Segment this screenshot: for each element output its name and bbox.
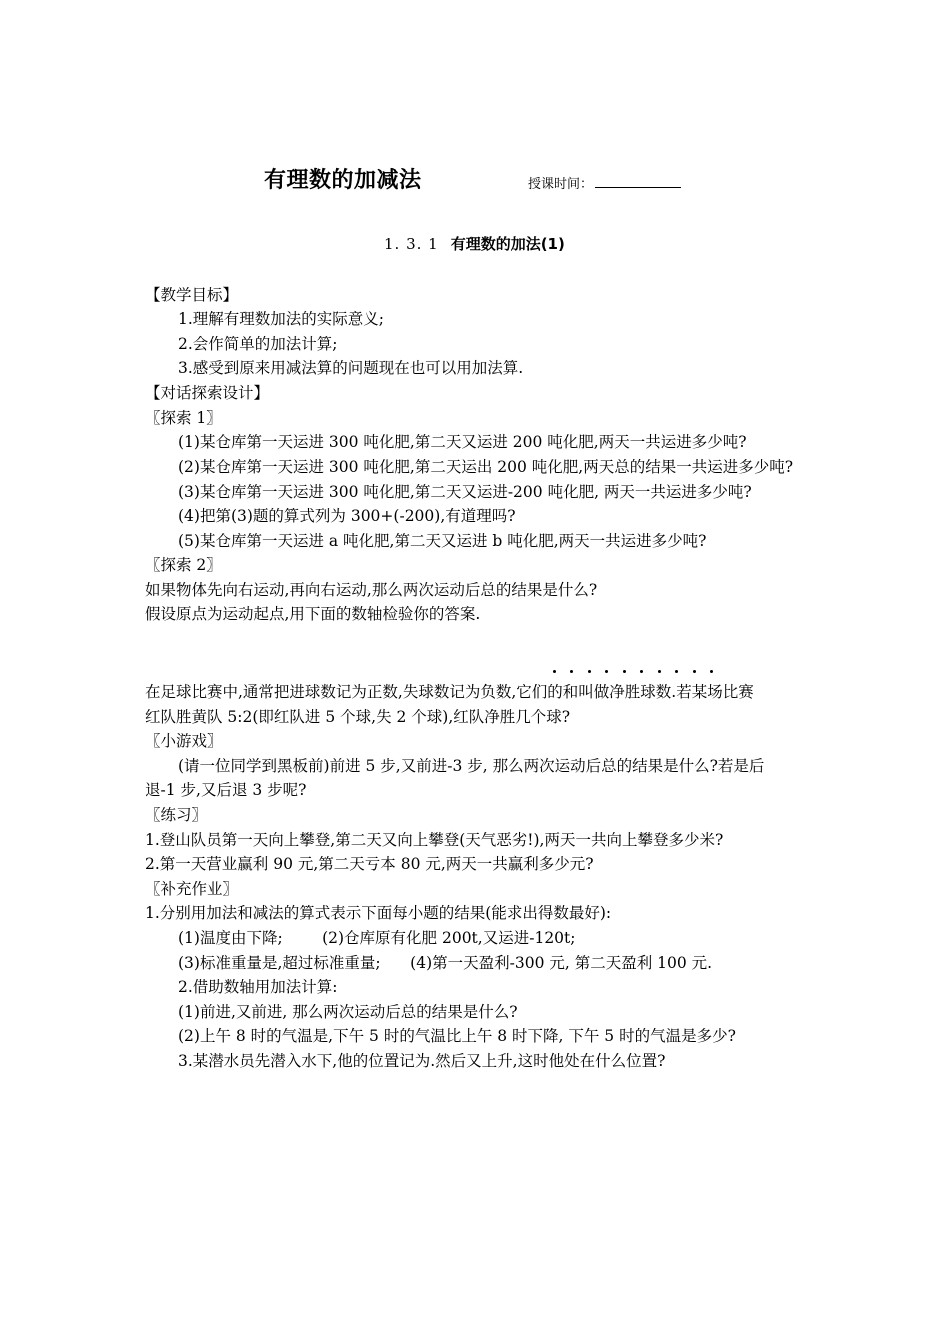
emphasis-dot <box>605 670 608 673</box>
emphasis-dot <box>658 670 661 673</box>
football-line: 在足球比赛中,通常把进球数记为正数,失球数记为负数,它们的和叫做净胜球数.若某场比赛 <box>145 683 754 701</box>
class-time-blank <box>595 175 681 188</box>
explore1-item: (4)把第(3)题的算式列为 300+(-200),有道理吗? <box>178 507 516 525</box>
section-name: 有理数的加法(1) <box>450 235 565 253</box>
emphasis-dot <box>570 670 573 673</box>
class-time-label: 授课时间： <box>528 177 594 192</box>
explore1-heading: 〖探索 1〗 <box>145 409 222 427</box>
explore2-line: 如果物体先向右运动,再向右运动,那么两次运动后总的结果是什么? <box>145 581 598 599</box>
class-time-field <box>528 173 681 192</box>
section-number: 1. 3. 1 <box>384 235 439 253</box>
practice-heading: 〖练习〗 <box>145 806 208 824</box>
practice-item: 1.登山队员第一天向上攀登,第二天又向上攀登(天气恶劣!),两天一共向上攀登多少米? <box>145 831 724 849</box>
football-line: 红队胜黄队 5:2(即红队进 5 个球,失 2 个球),红队净胜几个球? <box>145 708 571 726</box>
section-title <box>384 233 565 254</box>
homework-line: 1.分别用加法和减法的算式表示下面每小题的结果(能求出得数最好): <box>145 904 612 922</box>
emphasis-dot <box>675 670 678 673</box>
homework-line: (1)温度由下降; (2)仓库原有化肥 200t,又运进-120t; <box>178 929 576 947</box>
emphasis-dot <box>553 670 556 673</box>
explore1-item: (5)某仓库第一天运进 a 吨化肥,第二天又运进 b 吨化肥,两天一共运进多少吨? <box>178 532 707 550</box>
explore2-heading: 〖探索 2〗 <box>145 556 222 574</box>
page-title: 有理数的加减法 <box>264 168 422 193</box>
dialogue-design-heading: 【对话探索设计】 <box>145 384 270 402</box>
game-line: 退-1 步,又后退 3 步呢? <box>145 781 307 799</box>
emphasis-dots <box>553 670 713 678</box>
homework-line: (3)标准重量是,超过标准重量; (4)第一天盈利-300 元, 第二天盈利 100 元. <box>178 954 713 972</box>
goal-item: 3.感受到原来用减法算的问题现在也可以用加法算. <box>178 359 524 377</box>
goal-item: 1.理解有理数加法的实际意义; <box>178 310 385 328</box>
goal-item: 2.会作简单的加法计算; <box>178 335 338 353</box>
homework-line: 3.某潜水员先潜入水下,他的位置记为.然后又上升,这时他处在什么位置? <box>178 1052 666 1070</box>
explore1-item: (2)某仓库第一天运进 300 吨化肥,第二天运出 200 吨化肥,两天总的结果一共运进多少吨? <box>178 458 793 476</box>
emphasis-dot <box>588 670 591 673</box>
explore1-item: (3)某仓库第一天运进 300 吨化肥,第二天又运进-200 吨化肥, 两天一共运进多少吨? <box>178 483 752 501</box>
homework-line: 2.借助数轴用加法计算: <box>178 978 338 996</box>
emphasis-dot <box>640 670 643 673</box>
emphasis-dot <box>693 670 696 673</box>
teaching-goals-heading: 【教学目标】 <box>145 286 239 304</box>
emphasis-dot <box>623 670 626 673</box>
practice-item: 2.第一天营业赢利 90 元,第二天亏本 80 元,两天一共赢利多少元? <box>145 855 594 873</box>
homework-line: (1)前进,又前进, 那么两次运动后总的结果是什么? <box>178 1003 518 1021</box>
explore1-item: (1)某仓库第一天运进 300 吨化肥,第二天又运进 200 吨化肥,两天一共运进多少吨? <box>178 433 747 451</box>
game-line: (请一位同学到黑板前)前进 5 步,又前进-3 步, 那么两次运动后总的结果是什么?若是后 <box>178 757 765 775</box>
emphasis-dot <box>710 670 713 673</box>
explore2-line: 假设原点为运动起点,用下面的数轴检验你的答案. <box>145 605 481 623</box>
homework-heading: 〖补充作业〗 <box>145 880 239 898</box>
game-heading: 〖小游戏〗 <box>145 732 223 750</box>
homework-line: (2)上午 8 时的气温是,下午 5 时的气温比上午 8 时下降, 下午 5 时的气温是多少? <box>178 1027 736 1045</box>
